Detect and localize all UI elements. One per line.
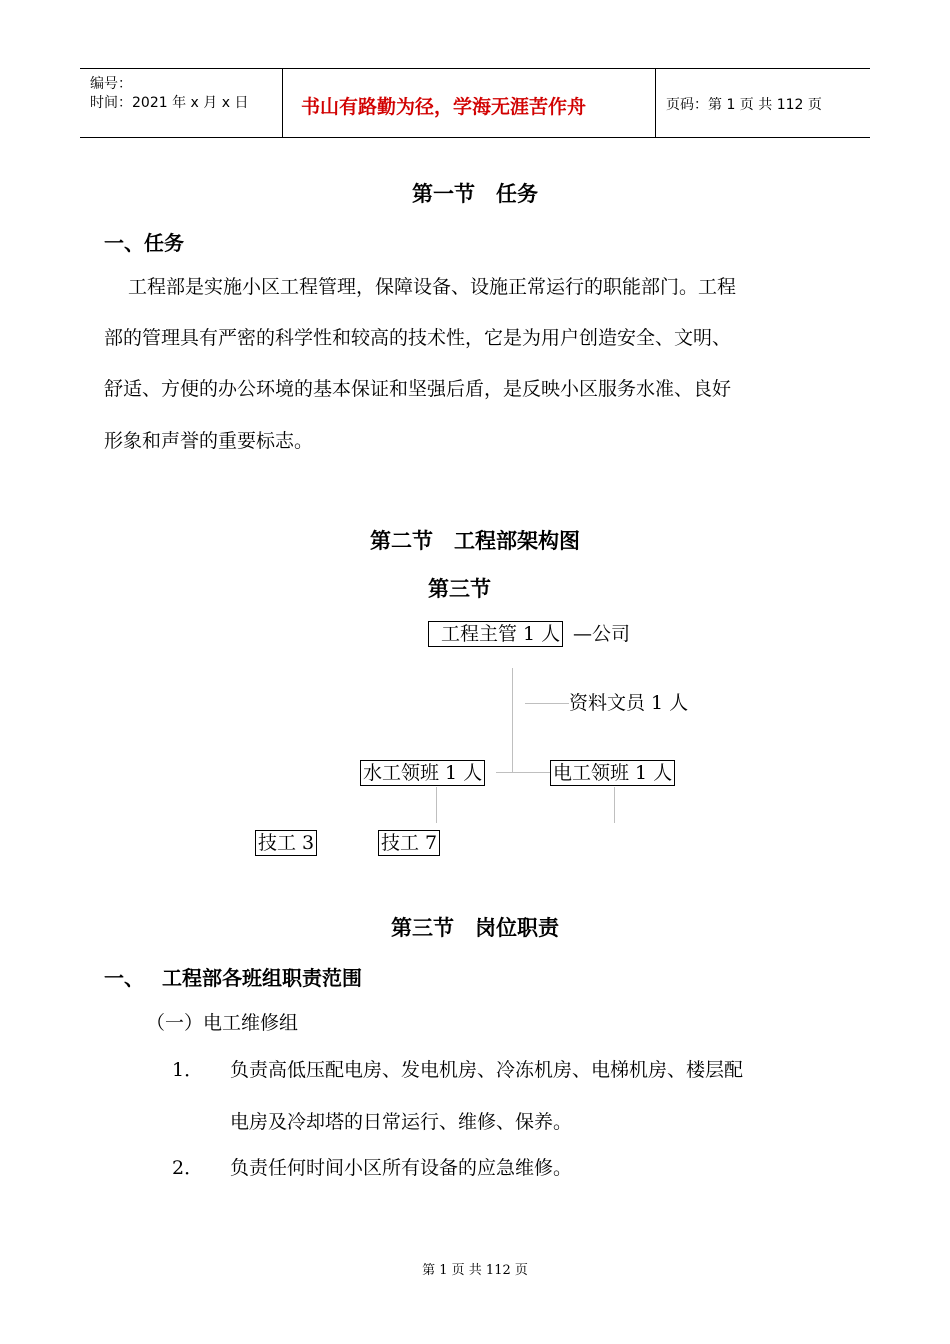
header-left-cell — [80, 69, 283, 137]
org-water-lead-box: 水工领班 1 人 — [360, 760, 485, 786]
header-table — [80, 68, 870, 138]
doc-time-label: 时间：2021 年 x 月 x 日 — [90, 95, 249, 111]
section2-subtitle: 第三节 — [428, 577, 491, 601]
section3-heading-num: 一、 — [104, 966, 144, 990]
item-2-number: 2． — [172, 1157, 204, 1179]
section3-heading-text: 工程部各班组职责范围 — [162, 966, 362, 990]
section1-subheading: 一、任务 — [104, 231, 184, 255]
item-1-number: 1． — [172, 1059, 204, 1081]
org-connector-water — [436, 787, 437, 823]
section3-title: 第三节 岗位职责 — [391, 916, 559, 940]
org-manager-box: 工程主管 1 人 — [428, 621, 563, 647]
section1-paragraph-line-2: 部的管理具有严密的科学性和较高的技术性，它是为用户创造安全、文明、 — [104, 327, 732, 349]
org-tech-b-box: 技工 7 — [378, 830, 440, 856]
page-footer: 第 1 页 共 112 页 — [422, 1263, 528, 1278]
section1-paragraph-line-1: 工程部是实施小区工程管理，保障设备、设施正常运行的职能部门。工程 — [128, 276, 737, 298]
org-elec-lead-box: 电工领班 1 人 — [550, 760, 675, 786]
org-company-label: —公司 — [573, 623, 631, 645]
header-motto-cell — [283, 69, 656, 137]
org-connector-elec — [614, 787, 615, 823]
doc-number-label: 编号： — [90, 76, 132, 92]
header-page-info: 页码：第 1 页 共 112 页 — [666, 97, 822, 113]
section1-title: 第一节 任务 — [412, 182, 538, 206]
org-connector-clerk — [525, 703, 569, 704]
item-1-line-1: 负责高低压配电房、发电机房、冷冻机房、电梯机房、楼层配 — [230, 1059, 744, 1081]
item-1-line-2: 电房及冷却塔的日常运行、维修、保养。 — [230, 1111, 573, 1133]
org-tech-a-box: 技工 3 — [255, 830, 317, 856]
item-2-line-1: 负责任何时间小区所有设备的应急维修。 — [230, 1157, 573, 1179]
org-connector-horizontal — [496, 772, 550, 773]
org-connector-vertical — [512, 668, 513, 772]
motto-text: 书山有路勤为径，学海无涯苦作舟 — [301, 96, 587, 118]
section1-paragraph-line-4: 形象和声誉的重要标志。 — [104, 430, 314, 452]
header-page-cell — [656, 69, 870, 137]
org-clerk-label: 资料文员 1 人 — [569, 692, 689, 714]
section3-group-label: （一）电工维修组 — [146, 1012, 299, 1034]
section2-title: 第二节 工程部架构图 — [370, 529, 580, 553]
section1-paragraph-line-3: 舒适、方便的办公环境的基本保证和坚强后盾，是反映小区服务水准、良好 — [104, 378, 732, 400]
